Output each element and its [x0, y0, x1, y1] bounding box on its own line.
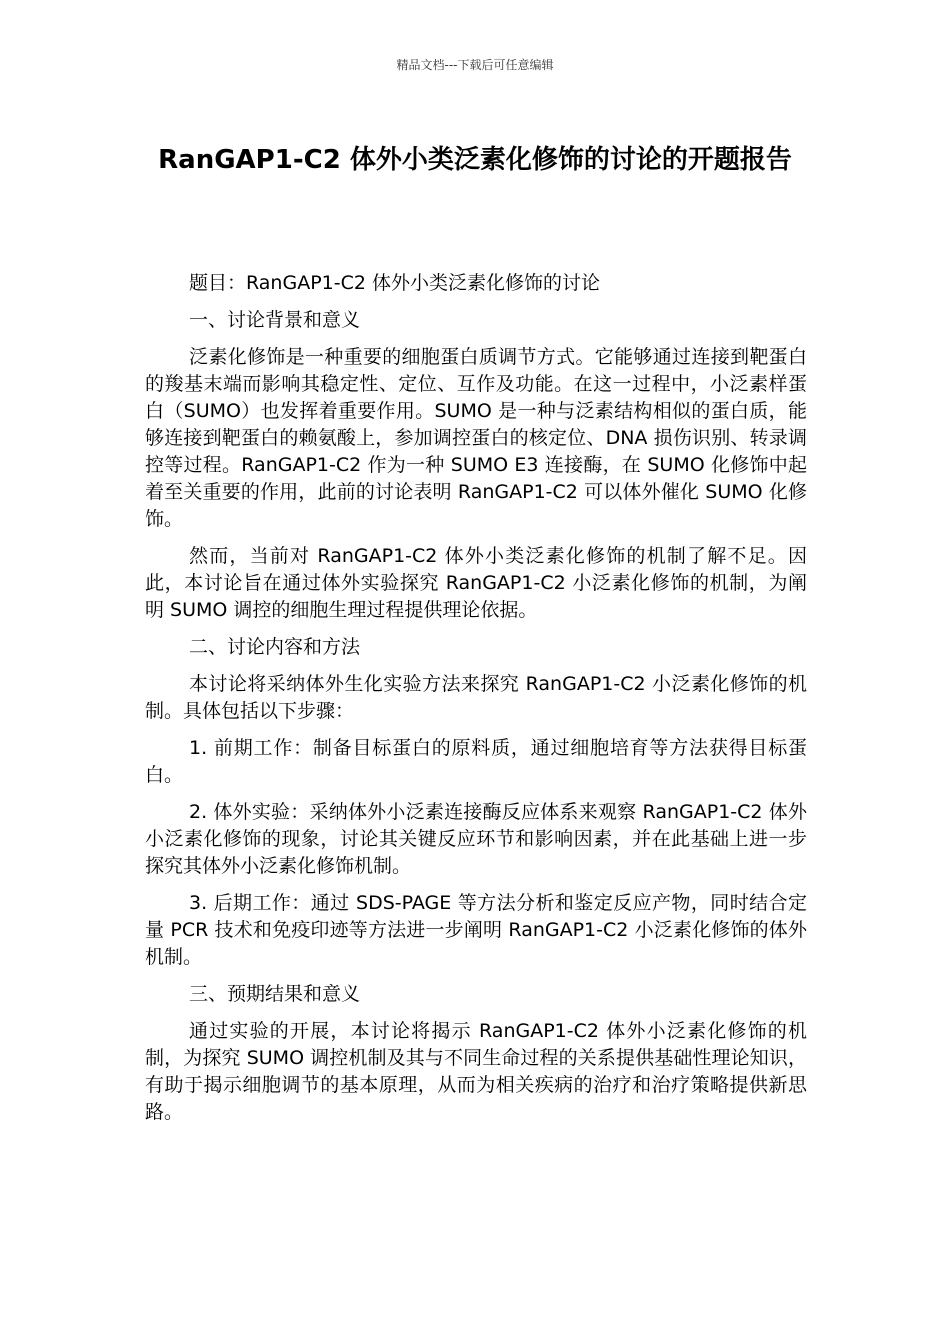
- page-header: 精品文档---下载后可任意编辑: [396, 58, 554, 72]
- background-paragraph: 泛素化修饰是一种重要的细胞蛋白质调节方式。它能够通过连接到靶蛋白的羧基末端而影响其稳定性、定位、互作及功能。在这一过程中，小泛素样蛋白（SUMO）也发挥着重要作用。SUMO 是一种与泛素结构相似的蛋白质，能够连接到靶蛋白的赖氨酸上，参加调控蛋白的核定位、DNA 损伤识别、转录调控等过程。RanGAP1-C2 作为一种 SUMO E3 连接酶，在 SUMO 化修饰中起着至关重要的作用，此前的讨论表明 RanGAP1-C2 可以体外催化 SUMO 化修饰。: [145, 346, 807, 530]
- document-body: [145, 270, 807, 1136]
- methods-intro-paragraph: 本讨论将采纳体外生化实验方法来探究 RanGAP1-C2 小泛素化修饰的机制。具体包括以下步骤：: [145, 673, 807, 722]
- step-1-paragraph: 1. 前期工作：制备目标蛋白的原料质，通过细胞培育等方法获得目标蛋白。: [145, 737, 807, 786]
- expected-results-paragraph: 通过实验的开展，本讨论将揭示 RanGAP1-C2 体外小泛素化修饰的机制，为探究 SUMO 调控机制及其与不同生命过程的关系提供基础性理论知识，有助于揭示细胞调节的基本原理，从而为相关疾病的治疗和治疗策略提供新思路。: [145, 1020, 807, 1123]
- step-2-paragraph: 2. 体外实验：采纳体外小泛素连接酶反应体系来观察 RanGAP1-C2 体外小泛素化修饰的现象，讨论其关键反应环节和影响因素，并在此基础上进一步探究其体外小泛素化修饰机制。: [145, 801, 807, 877]
- section-heading-expected-results: 三、预期结果和意义: [189, 983, 361, 1005]
- objective-paragraph: 然而，当前对 RanGAP1-C2 体外小类泛素化修饰的机制了解不足。因此，本讨论旨在通过体外实验探究 RanGAP1-C2 小泛素化修饰的机制，为阐明 SUMO 调控的细胞生理过程提供理论依据。: [145, 545, 807, 621]
- section-heading-background: 一、讨论背景和意义: [189, 309, 361, 331]
- document-title: RanGAP1-C2 体外小类泛素化修饰的讨论的开题报告: [158, 145, 792, 175]
- section-heading-methods: 二、讨论内容和方法: [189, 636, 361, 658]
- topic-line: 题目：RanGAP1-C2 体外小类泛素化修饰的讨论: [189, 272, 600, 294]
- step-3-paragraph: 3. 后期工作：通过 SDS-PAGE 等方法分析和鉴定反应产物，同时结合定量 PCR 技术和免疫印迹等方法进一步阐明 RanGAP1-C2 小泛素化修饰的体外机制。: [145, 892, 807, 968]
